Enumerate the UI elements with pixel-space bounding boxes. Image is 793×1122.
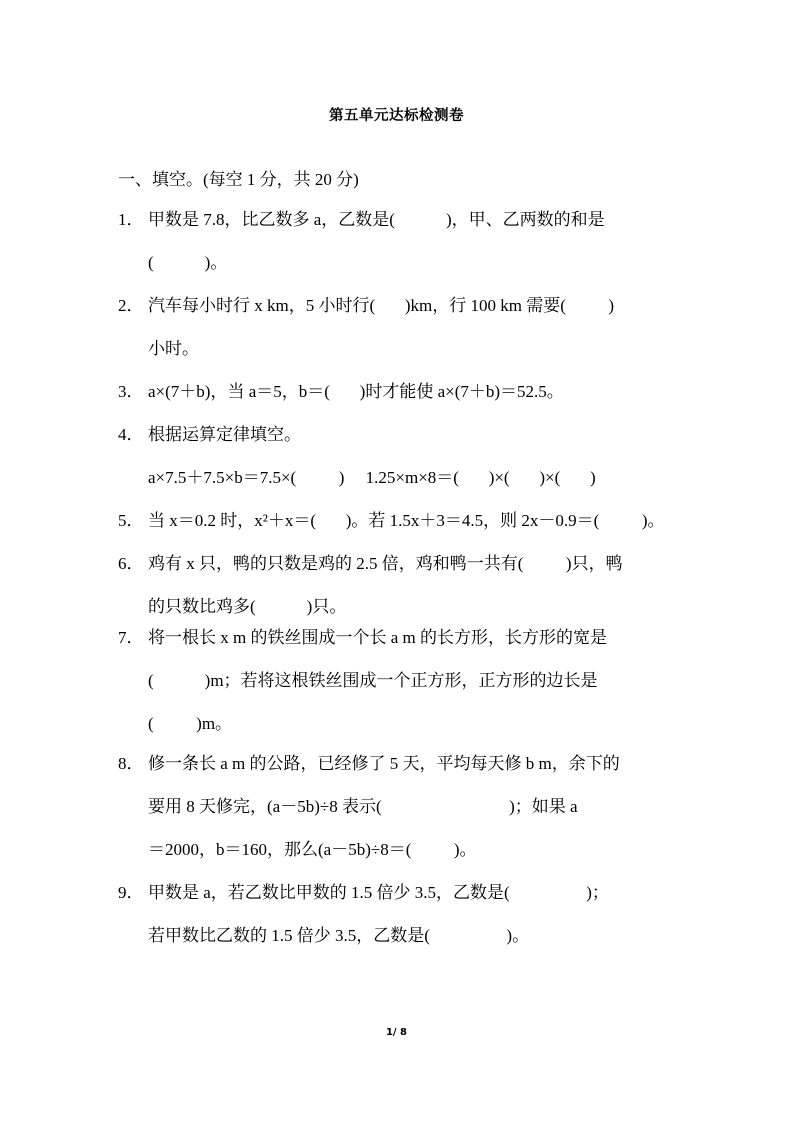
question-text-continued: 若甲数比乙数的 1.5 倍少 3.5，乙数是( )。 [148,926,530,945]
question-number: 8． [118,754,144,773]
question-number: 7． [118,628,144,647]
question-number: 5． [118,511,144,530]
question-text-continued: 小时。 [148,339,199,358]
question-text: 甲数是 7.8，比乙数多 a，乙数是( )，甲、乙两数的和是 [148,210,605,229]
question-text: 修一条长 a m 的公路，已经修了 5 天，平均每天修 b m，余下的 [148,754,620,773]
question-number: 6． [118,554,144,573]
page-number: 1/ 8 [385,1027,408,1038]
question-text-continued: ( )m；若将这根铁丝围成一个正方形，正方形的边长是 [148,671,598,690]
section-header: 一、填空。(每空 1 分，共 20 分) [118,170,359,189]
question-text-continued: 的只数比鸡多( )只。 [148,597,347,616]
question-text-continued: a×7.5＋7.5×b＝7.5×( ) 1.25×m×8＝( )×( )×( ) [148,468,596,487]
question-number: 9． [118,883,144,902]
question-number: 4． [118,425,144,444]
question-text: 甲数是 a，若乙数比甲数的 1.5 倍少 3.5，乙数是( )； [148,883,609,902]
question-text: 鸡有 x 只，鸭的只数是鸡的 2.5 倍，鸡和鸭一共有( )只，鸭 [148,554,623,573]
question-text-continued: ＝2000，b＝160，那么(a－5b)÷8＝( )。 [148,840,477,859]
page-title: 第五单元达标检测卷 [329,108,464,124]
question-number: 3． [118,382,144,401]
question-text-continued: ( )。 [148,253,228,272]
question-text-continued: ( )m。 [148,714,233,733]
question-text-continued: 要用 8 天修完，(a－5b)÷8 表示( )；如果 a [148,797,578,816]
question-number: 1． [118,210,144,229]
question-text: 当 x＝0.2 时，x²＋x＝( )。若 1.5x＋3＝4.5，则 2x－0.9＝( )。 [148,511,665,530]
question-number: 2． [118,296,144,315]
question-text: 根据运算定律填空。 [148,425,301,444]
question-text: 汽车每小时行 x km，5 小时行( )km，行 100 km 需要( ) [148,296,615,315]
question-text: a×(7＋b)，当 a＝5，b＝( )时才能使 a×(7＋b)＝52.5。 [148,382,564,401]
question-text: 将一根长 x m 的铁丝围成一个长 a m 的长方形，长方形的宽是 [148,628,607,647]
